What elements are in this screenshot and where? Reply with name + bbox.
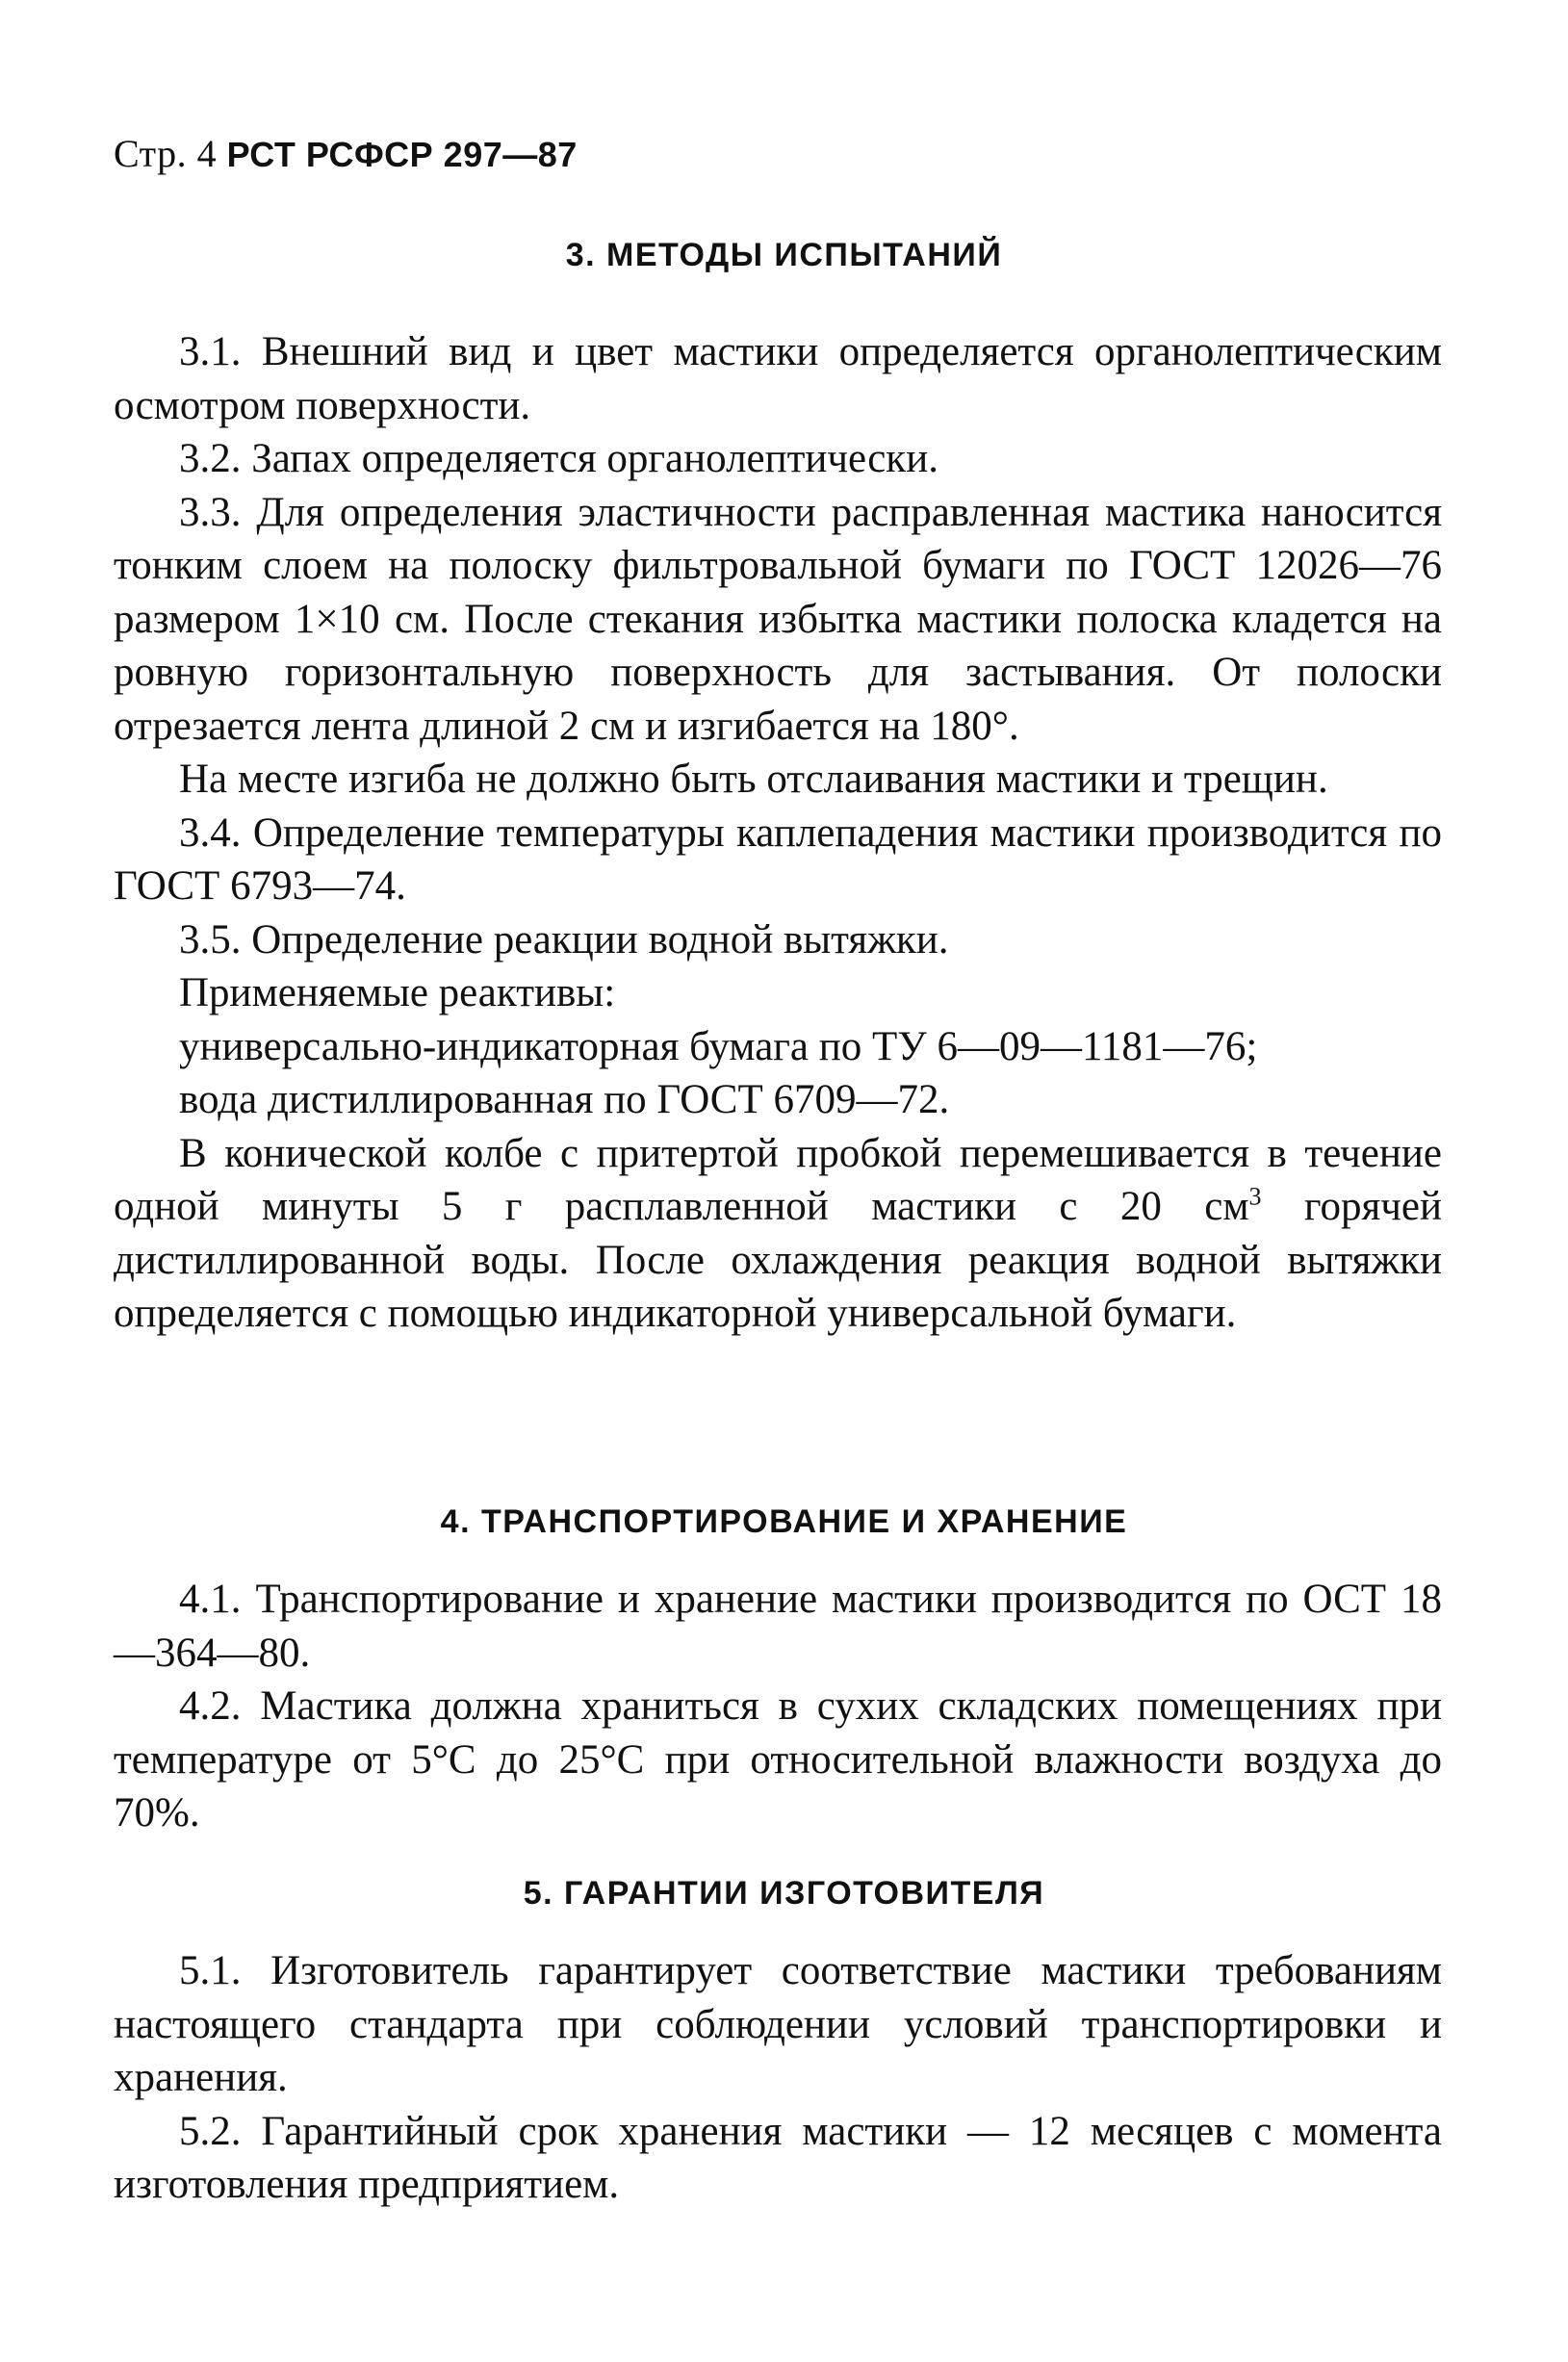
section-4-title: 4. ТРАНСПОРТИРОВАНИЕ И ХРАНЕНИЕ [440,1503,1128,1540]
section-3-body [114,325,1442,1341]
paragraph-4-2: 4.2. Мастика должна храниться в сухих складских помещениях при температуре от 5°С до 25°С при относительной влажности воздуха до 70%. [114,1683,1442,1836]
procedure-text-start: В конической колбе с притертой пробкой перемешивается в течение одной минуты 5 г расплавленной мастики с 20 см [114,1130,1442,1229]
cubic-superscript: 3 [1248,1182,1262,1211]
paragraph-3-1: 3.1. Внешний вид и цвет мастики определяется органолептическим осмотром поверхности. [114,329,1442,428]
standard-designation: РСТ РСФСР 297—87 [226,135,578,174]
paragraph-5-1: 5.1. Изготовитель гарантирует соответствие мастики требованиям настоящего стандарта при соблюдении условий транспортировки и хранения. [114,1948,1442,2100]
section-3-title: 3. МЕТОДЫ ИСПЫТАНИЙ [565,237,1003,273]
section-4-body [114,1573,1442,1840]
paragraph-3-2: 3.2. Запах определяется органолептически. [179,436,938,481]
paragraph-3-4: 3.4. Определение температуры каплепадения мастики производится по ГОСТ 6793—74. [114,809,1442,909]
reagent-item-1: универсально-индикаторная бумага по ТУ 6—09—1181—76; [179,1023,1258,1069]
reagents-title: Применяемые реактивы: [179,970,616,1015]
procedure-text-end: горячей дистиллированной воды. После охлаждения реакция водной вытяжки определяется с помощью индикаторной универсальной бумаги. [114,1184,1442,1336]
paragraph-3-3-note: На месте изгиба не должно быть отслаивания мастики и трещин. [179,757,1328,802]
page-header [114,131,578,176]
paragraph-3-5-procedure [114,1127,1442,1341]
reagent-item-2: вода дистиллированная по ГОСТ 6709—72. [179,1077,950,1122]
paragraph-3-5: 3.5. Определение реакции водной вытяжки. [179,916,949,963]
section-5-title: 5. ГАРАНТИИ ИЗГОТОВИТЕЛЯ [523,1875,1045,1912]
page-number-label: Стр. 4 [114,132,218,175]
paragraph-4-1: 4.1. Транспортирование и хранение мастики производится по ОСТ 18—364—80. [114,1577,1442,1676]
section-5-body [114,1944,1442,2212]
paragraph-3-3: 3.3. Для определения эластичности расправленная мастика наносится тонким слоем на полоску фильтровальной бумаги по ГОСТ 12026—76 размером 1×10 см. После стекания избытка мастики полоска кладется на ровную горизонтальную поверхность для застывания. От полоски отрезается лента длиной 2 см и изгибается на 180°. [114,489,1442,749]
paragraph-5-2: 5.2. Гарантийный срок хранения мастики — 12 месяцев с момента изготовления предприятием. [114,2108,1442,2207]
